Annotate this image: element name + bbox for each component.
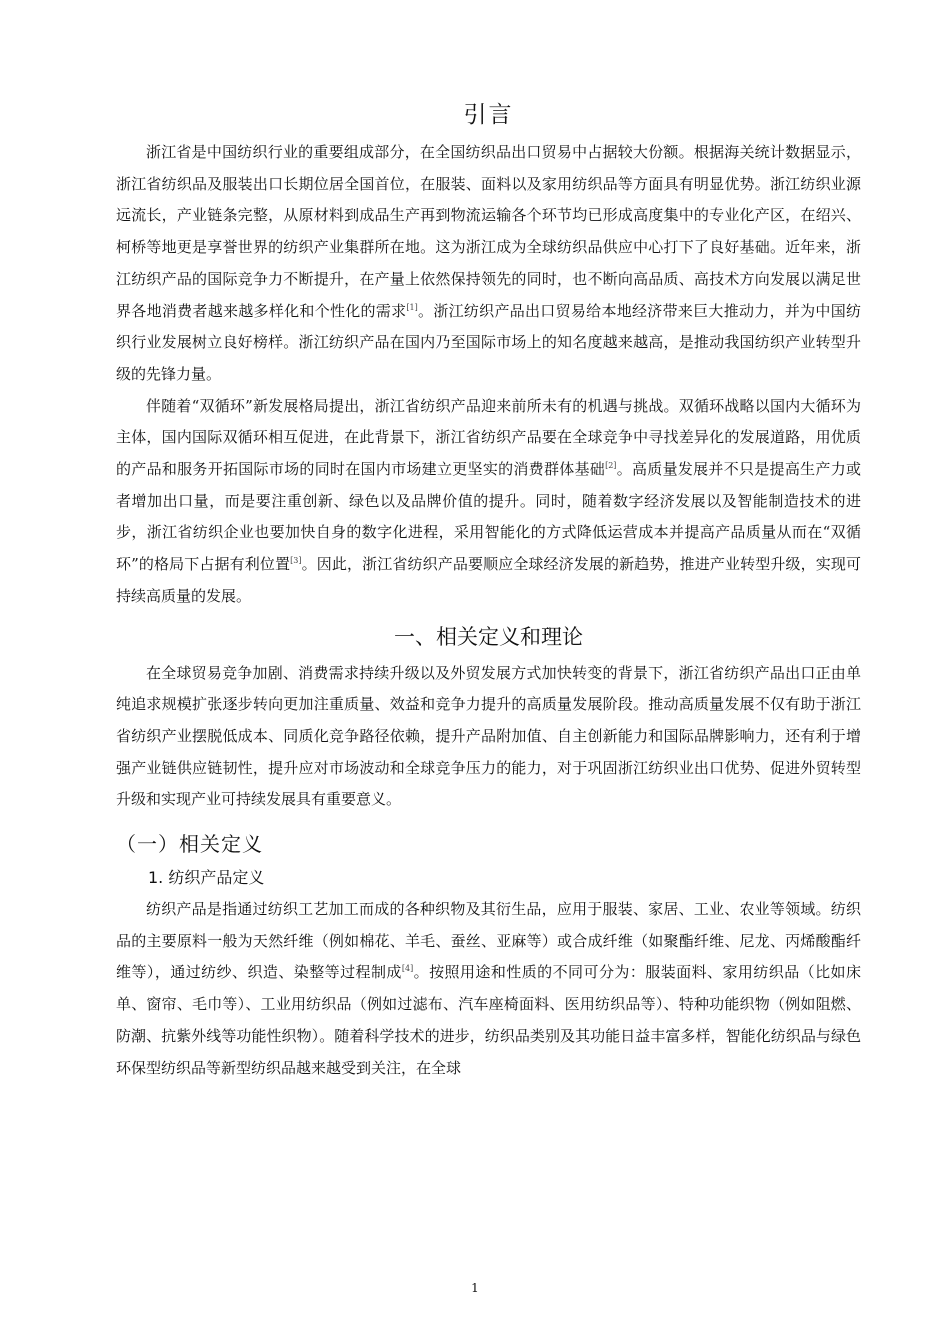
citation-4: [4] (401, 964, 414, 974)
subsection-heading: （一）相关定义 (116, 832, 263, 857)
intro-p2-b: 。高质量发展并不只是提高生产力或者增加出口量，而是要注重创新、绿色以及品牌价值的提升。同时，随着数字经济发展以及智能制造技术的进步，浙江省纺织企业也要加快自身的数字化进程，采用智能化的方式降低运营成本并提高产品质量从而在“双循环”的格局下占据有利位置 (116, 460, 861, 574)
intro-paragraph-1 (116, 137, 861, 391)
intro-paragraph-2 (116, 391, 861, 613)
subsubsection-heading: 1. 纺织产品定义 (148, 868, 265, 888)
document-page (116, 96, 861, 1084)
section-heading: 一、相关定义和理论 (394, 624, 583, 649)
intro-p1-tail: 。浙江纺织产品出口贸易给本地经济带来巨大推动力，并为中国纺织行业发展树立良好榜样。浙江纺织产品在国内乃至国际市场上的知名度越来越高，是推动我国纺织产业转型升级的先锋力量。 (116, 301, 861, 383)
page-number: 1 (471, 1281, 479, 1295)
section1-paragraph-2 (116, 894, 861, 1084)
section1-p2-a: 纺织产品是指通过纺织工艺加工而成的各种织物及其衍生品，应用于服装、家居、工业、农业等领域。纺织品的主要原料一般为天然纤维（例如棉花、羊毛、蚕丝、亚麻等）或合成纤维（如聚酯纤维、尼龙、丙烯酸酯纤维等），通过纺纱、织造、染整等过程制成 (116, 900, 861, 982)
intro-p2-c: 。因此，浙江省纺织产品要顺应全球经济发展的新趋势，推进产业转型升级，实现可持续高质量的发展。 (116, 555, 861, 605)
intro-p2-a: 伴随着“双循环”新发展格局提出，浙江省纺织产品迎来前所未有的机遇与挑战。双循环战略以国内大循环为主体，国内国际双循环相互促进，在此背景下，浙江省纺织产品要在全球竞争中寻找差异化的发展道路，用优质的产品和服务开拓国际市场的同时在国内市场建立更坚实的消费群体基础 (116, 396, 861, 479)
section1-p2-b: 。按照用途和性质的不同可分为：服装面料、家用纺织品（比如床单、窗帘、毛巾等）、工业用纺织品（例如过滤布、汽车座椅面料、医用纺织品等）、特种功能织物（例如阻燃、防潮、抗紫外线等功能性织物）。随着科学技术的进步，纺织品类别及其功能日益丰富多样，智能化纺织品与绿色环保型纺织品等新型纺织品越来越受到关注，在全球 (116, 963, 861, 1077)
citation-1: [1] (406, 302, 418, 312)
page-title: 引言 (463, 102, 514, 128)
intro-p1-text: 浙江省是中国纺织行业的重要组成部分，在全国纺织品出口贸易中占据较大份额。根据海关统计数据显示，浙江省纺织品及服装出口长期位居全国首位，在服装、面料以及家用纺织品等方面具有明显优势。浙江纺织业源远流长，产业链条完整，从原材料到成品生产再到物流运输各个环节均已形成高度集中的专业化产区，在绍兴、柯桥等地更是享誉世界的纺织产业集群所在地。这为浙江成为全球纺织品供应中心打下了良好基础。近年来，浙江纺织产品的国际竞争力不断提升，在产量上依然保持领先的同时，也不断向高品质、高技术方向发展以满足世界各地消费者越来越多样化和个性化的需求 (116, 143, 861, 320)
citation-2: [2] (605, 461, 617, 471)
citation-3: [3] (290, 556, 302, 566)
section1-paragraph-1: 在全球贸易竞争加剧、消费需求持续升级以及外贸发展方式加快转变的背景下，浙江省纺织产品出口正由单纯追求规模扩张逐步转向更加注重质量、效益和竞争力提升的高质量发展阶段。推动高质量发展不仅有助于浙江省纺织产业摆脱低成本、同质化竞争路径依赖，提升产品附加值、自主创新能力和国际品牌影响力，还有利于增强产业链供应链韧性，提升应对市场波动和全球竞争压力的能力，对于巩固浙江纺织业出口优势、促进外贸转型升级和实现产业可持续发展具有重要意义。 (116, 663, 861, 809)
